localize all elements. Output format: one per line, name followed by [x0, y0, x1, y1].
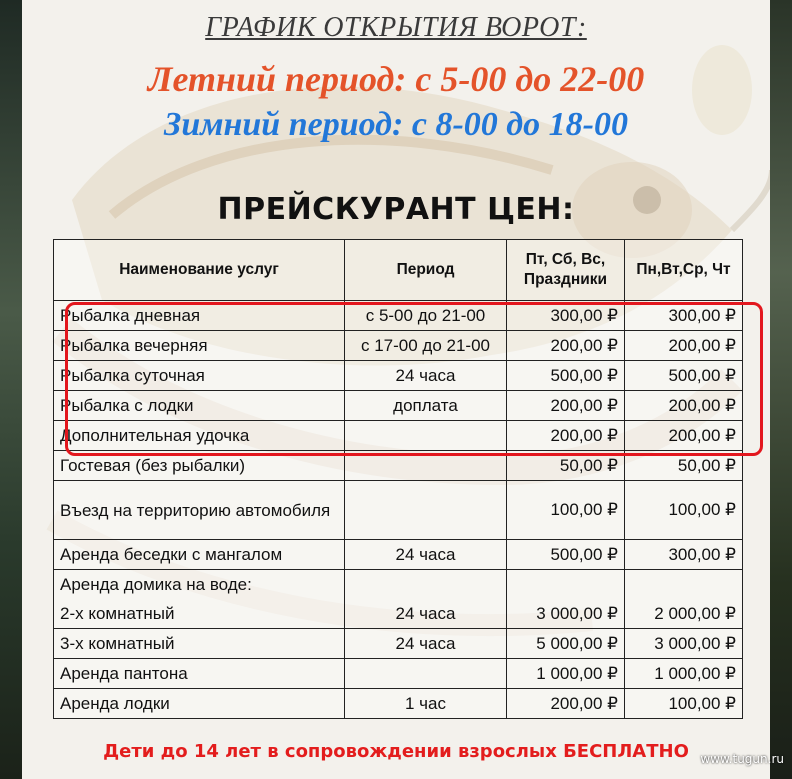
service-name: Аренда пантона: [54, 659, 345, 689]
service-name: Рыбалка суточная: [54, 361, 345, 391]
service-name: Рыбалка с лодки: [54, 391, 345, 421]
price-weekday: 1 000,00 ₽: [625, 659, 743, 689]
price-weekday: 300,00 ₽: [625, 540, 743, 570]
service-period: 24 часа: [345, 599, 507, 629]
table-header-row: [54, 240, 743, 301]
right-background-strip: [770, 0, 792, 779]
price-weekend: 200,00 ₽: [507, 331, 625, 361]
service-period: [345, 659, 507, 689]
service-name: Аренда лодки: [54, 689, 345, 719]
price-weekend: 300,00 ₽: [507, 301, 625, 331]
table-row: [54, 659, 743, 689]
price-weekend: 500,00 ₽: [507, 361, 625, 391]
price-weekend: 3 000,00 ₽: [507, 599, 625, 629]
left-background-strip: [0, 0, 22, 779]
service-period: 1 час: [345, 689, 507, 719]
table-row: [54, 570, 743, 600]
price-weekday: 200,00 ₽: [625, 331, 743, 361]
service-name: 3-х комнатный: [54, 629, 345, 659]
price-weekday: 500,00 ₽: [625, 361, 743, 391]
price-weekend: 50,00 ₽: [507, 451, 625, 481]
price-weekend: 200,00 ₽: [507, 391, 625, 421]
service-period: доплата: [345, 391, 507, 421]
price-weekday: 100,00 ₽: [625, 689, 743, 719]
table-row: [54, 689, 743, 719]
price-weekend: 1 000,00 ₽: [507, 659, 625, 689]
summer-hours: Летний период: с 5-00 до 22-00: [147, 59, 645, 99]
header-name: Наименование услуг: [54, 240, 345, 301]
service-name: 2-х комнатный: [54, 599, 345, 629]
table-row: [54, 481, 743, 540]
price-weekend: 200,00 ₽: [507, 689, 625, 719]
price-list-title: ПРЕЙСКУРАНТ ЦЕН:: [217, 192, 575, 227]
service-period: с 5-00 до 21-00: [345, 301, 507, 331]
service-name: Рыбалка дневная: [54, 301, 345, 331]
price-weekend: 5 000,00 ₽: [507, 629, 625, 659]
service-period: [345, 481, 507, 540]
service-name: Дополнительная удочка: [54, 421, 345, 451]
service-name: Рыбалка вечерняя: [54, 331, 345, 361]
service-period: 24 часа: [345, 361, 507, 391]
service-period: с 17-00 до 21-00: [345, 331, 507, 361]
price-weekday: 300,00 ₽: [625, 301, 743, 331]
service-name: Аренда беседки с мангалом: [54, 540, 345, 570]
fishing-rows-highlight: [65, 302, 763, 456]
children-free-note: Дети до 14 лет в сопровождении взрослых БЕСПЛАТНО: [103, 741, 689, 762]
winter-hours: Зимний период: с 8-00 до 18-00: [164, 106, 628, 143]
service-period: 24 часа: [345, 540, 507, 570]
price-weekday: 3 000,00 ₽: [625, 629, 743, 659]
table-row: [54, 540, 743, 570]
service-period: [345, 570, 507, 600]
price-weekday: 2 000,00 ₽: [625, 599, 743, 629]
table-row: [54, 629, 743, 659]
price-weekend: 100,00 ₽: [507, 481, 625, 540]
service-name: Гостевая (без рыбалки): [54, 451, 345, 481]
service-name: Въезд на территорию автомобиля: [54, 481, 345, 540]
price-weekend: [507, 570, 625, 600]
header-weekend: Пт, Сб, Вс, Праздники: [507, 240, 625, 301]
price-poster: [22, 0, 770, 779]
site-watermark: www.tugun.ru: [700, 752, 784, 766]
price-weekend: 200,00 ₽: [507, 421, 625, 451]
price-weekday: [625, 570, 743, 600]
price-weekend: 500,00 ₽: [507, 540, 625, 570]
price-weekday: 100,00 ₽: [625, 481, 743, 540]
price-weekday: 200,00 ₽: [625, 421, 743, 451]
header-weekday: Пн,Вт,Ср, Чт: [625, 240, 743, 301]
header-period: Период: [345, 240, 507, 301]
schedule-title: ГРАФИК ОТКРЫТИЯ ВОРОТ:: [205, 12, 587, 43]
table-row: [54, 599, 743, 629]
price-weekday: 200,00 ₽: [625, 391, 743, 421]
service-name: Аренда домика на воде:: [54, 570, 345, 600]
price-weekday: 50,00 ₽: [625, 451, 743, 481]
service-period: 24 часа: [345, 629, 507, 659]
